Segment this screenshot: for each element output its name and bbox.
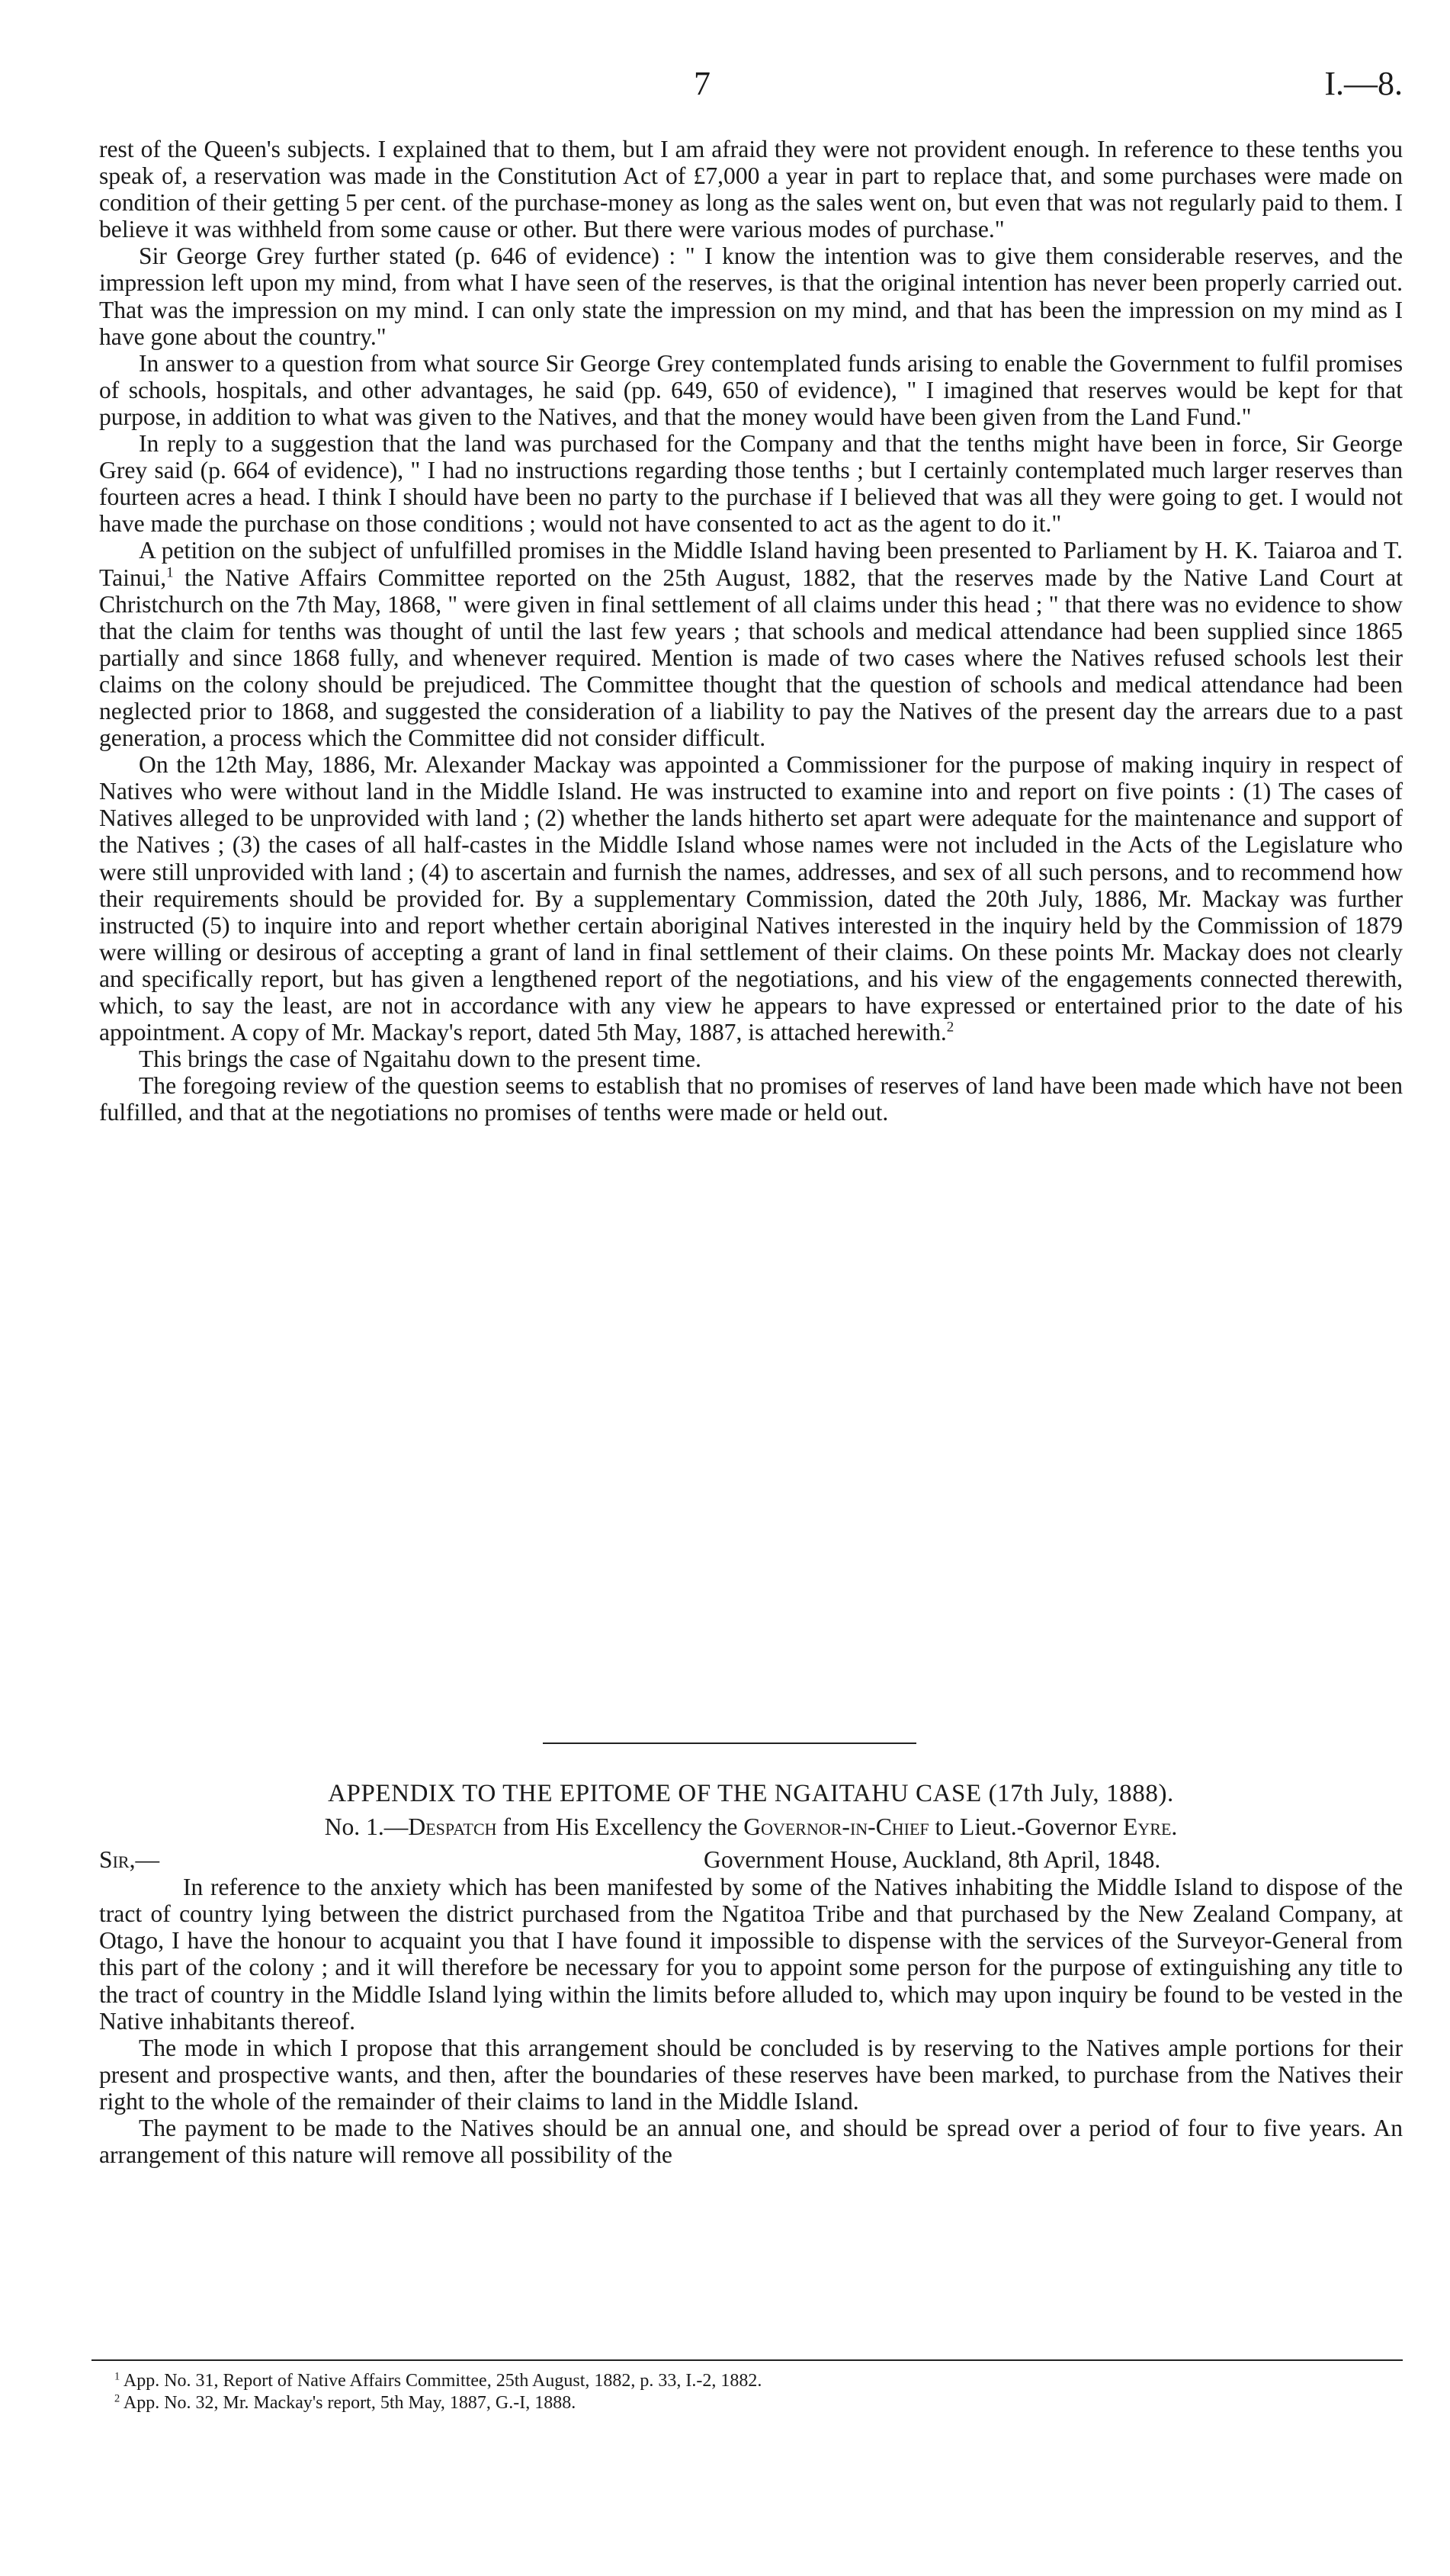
section-divider [543,1742,916,1744]
despatch-heading [99,1813,1403,1840]
footnote-ref-2: 2 [946,1019,954,1036]
paragraph-tenths-reply: In reply to a suggestion that the land was purchased for the Company and that the tenths might have been in force, Sir George Grey said (p. 664 of evidence), " I had no instructions regarding those tenths ; but I certainly contemplated much larger reserves than fourteen acres a head. I think I should have been no party to the purchase if I believed that was all they were going to get. I would not have made the purchase on those conditions ; would not have consented to act as the agent to do it." [99,430,1403,538]
appendix-section [99,1781,1403,2168]
footnotes [114,2370,1372,2414]
footnote-mark-1: 1 [114,2370,120,2383]
despatch-from: from His Excellency the [496,1813,744,1841]
paragraph-mackay-commission [99,751,1403,1045]
page-header [99,64,1403,110]
footnote-mark-2: 2 [114,2392,120,2405]
paragraph-funds-question: In answer to a question from what source Sir George Grey contemplated funds arising to enable the Government to fulfil promises of schools, hospitals, and other advantages, he said (pp. 649, 650 of evidence), " I imagined that reserves would be kept for that purpose, in addition to what was given to the Natives, and that the money would have been given from the Land Fund." [99,349,1403,430]
document-reference: I.—8. [1324,65,1403,102]
despatch-to: to Lieut.-Governor [929,1813,1124,1841]
footnote-1 [114,2370,1372,2392]
paragraph-present-time: This brings the case of Ngaitahu down to the present time. [139,1045,701,1073]
paragraph-grey-statement: Sir George Grey further stated (p. 646 of evidence) : " I know the intention was to give them considerable reserves, and the impression left upon my mind, from what I have seen of the reserves, is that the original intention has never been properly carried out. That was the impression on my mind. I can only state the impression on my mind, and that has been the impression on my mind as I have gone about the country." [99,243,1403,350]
despatch-recipient: Eyre. [1123,1813,1178,1841]
salutation-row [99,1846,1403,1874]
main-body [99,136,1403,1126]
footnote-2 [114,2392,1372,2414]
paragraph-conclusion: The foregoing review of the question seems to establish that no promises of reserves of land have been made which have not been fulfilled, and that at the negotiations no promises of tenths were made or held out. [99,1072,1403,1126]
page-number: 7 [694,65,711,102]
footnote-ref-1: 1 [166,564,174,581]
petition-text-b: the Native Affairs Committee reported on the 25th August, 1882, that the reserves made by the Native Land Court at Christchurch on the 7th May, 1868, " were given in final settlement of all claims under this head ; " that there was no evidence to show that the claim for tenths was thought of until the last few years ; that schools and medical attendance had been supplied since 1865 partially and since 1868 fully, and whenever required. Mention is made of two cases where the Natives refused schools lest their claims on the colony should be prejudiced. The Committee thought that the question of schools and medical attendance had been neglected prior to 1868, and suggested the consideration of a liability to pay the Natives of the present day the arrears due to a past generation, a process which the Committee did not consider difficult. [99,564,1403,752]
petition-text-a: A petition on the subject of unfulfilled promises in the Middle Island having been presented to Parliament by H. K. Taiaroa and T. Tainui, [99,537,1403,591]
footnote-divider [91,2359,1403,2361]
despatch-word: Despatch [408,1813,497,1841]
paragraph-continued: rest of the Queen's subjects. I explained that to them, but I am afraid they were not provident enough. In reference to these tenths you speak of, a reservation was made in the Constitution Act of £7,000 a year in part to replace that, and some purchases were made on condition of their getting 5 per cent. of the purchase-money as long as the sales went on, but even that was not regularly paid to them. I believe it was withheld from some cause or other. But there were various modes of purchase." [99,136,1403,243]
appendix-title: APPENDIX TO THE EPITOME OF THE NGAITAHU CASE (17th July, 1888). [328,1780,1174,1807]
despatch-paragraph-2: The mode in which I propose that this arrangement should be concluded is by reserving to the Natives ample portions for their present and prospective wants, and then, after the boundaries of these reserves have been marked, to purchase from the Natives their right to the whole of the remainder of their claims to land in the Middle Island. [99,2034,1403,2115]
footnote-text-1: App. No. 31, Report of Native Affairs Committee, 25th August, 1882, p. 33, I.-2, 1882. [120,2371,762,2391]
salutation: Sir,— [99,1846,160,1874]
despatch-number: No. 1.— [324,1813,409,1841]
paragraph-petition [99,537,1403,751]
despatch-governor: Governor-in-Chief [743,1813,929,1841]
footnote-text-2: App. No. 32, Mr. Mackay's report, 5th May, 1887, G.-I, 1888. [120,2393,576,2413]
sender-address: Government House, Auckland, 8th April, 1848. [704,1846,1161,1874]
mackay-text: On the 12th May, 1886, Mr. Alexander Mackay was appointed a Commissioner for the purpose of making inquiry in respect of Natives who were without land in the Middle Island. He was instructed to examine into and report on five points : (1) The cases of Natives alleged to be unprovided with land ; (2) whether the lands hitherto set apart were adequate for the maintenance and support of the Natives ; (3) the cases of all half-castes in the Middle Island whose names were not included in the Acts of the Legislature who were still unprovided with land ; (4) to ascertain and furnish the names, addresses, and sex of all such persons, and to recommend how their requirements should be provided for. By a supplementary Commission, dated the 20th July, 1886, Mr. Mackay was further instructed (5) to inquire into and report whether certain aboriginal Natives interested in the inquiry held by the Commission of 1879 were willing or desirous of accepting a grant of land in final settlement of their claims. On these points Mr. Mackay does not clearly and specifically report, but has given a lengthened report of the negotiations, and his view of the engagements connected therewith, which, to say the least, are not in accordance with any view he appears to have expressed or entertained prior to the date of his appointment. A copy of Mr. Mackay's report, dated 5th May, 1887, is attached herewith. [99,751,1403,1046]
despatch-paragraph-1: In reference to the anxiety which has been manifested by some of the Natives inhabiting the Middle Island to dispose of the tract of country lying between the district purchased from the Ngatitoa Tribe and that purchased by the New Zealand Company, at Otago, I have the honour to acquaint you that I have found it impossible to dispense with the services of the Surveyor-General from this part of the colony ; and it will therefore be necessary for you to appoint some person for the purpose of extinguishing any title to the tract of country in the Middle Island lying within the limits before alluded to, which may upon inquiry be found to be vested in the Native inhabitants thereof. [99,1874,1403,2035]
despatch-paragraph-3: The payment to be made to the Natives should be an annual one, and should be spread over a period of four to five years. An arrangement of this nature will remove all possibility of the [99,2115,1403,2169]
